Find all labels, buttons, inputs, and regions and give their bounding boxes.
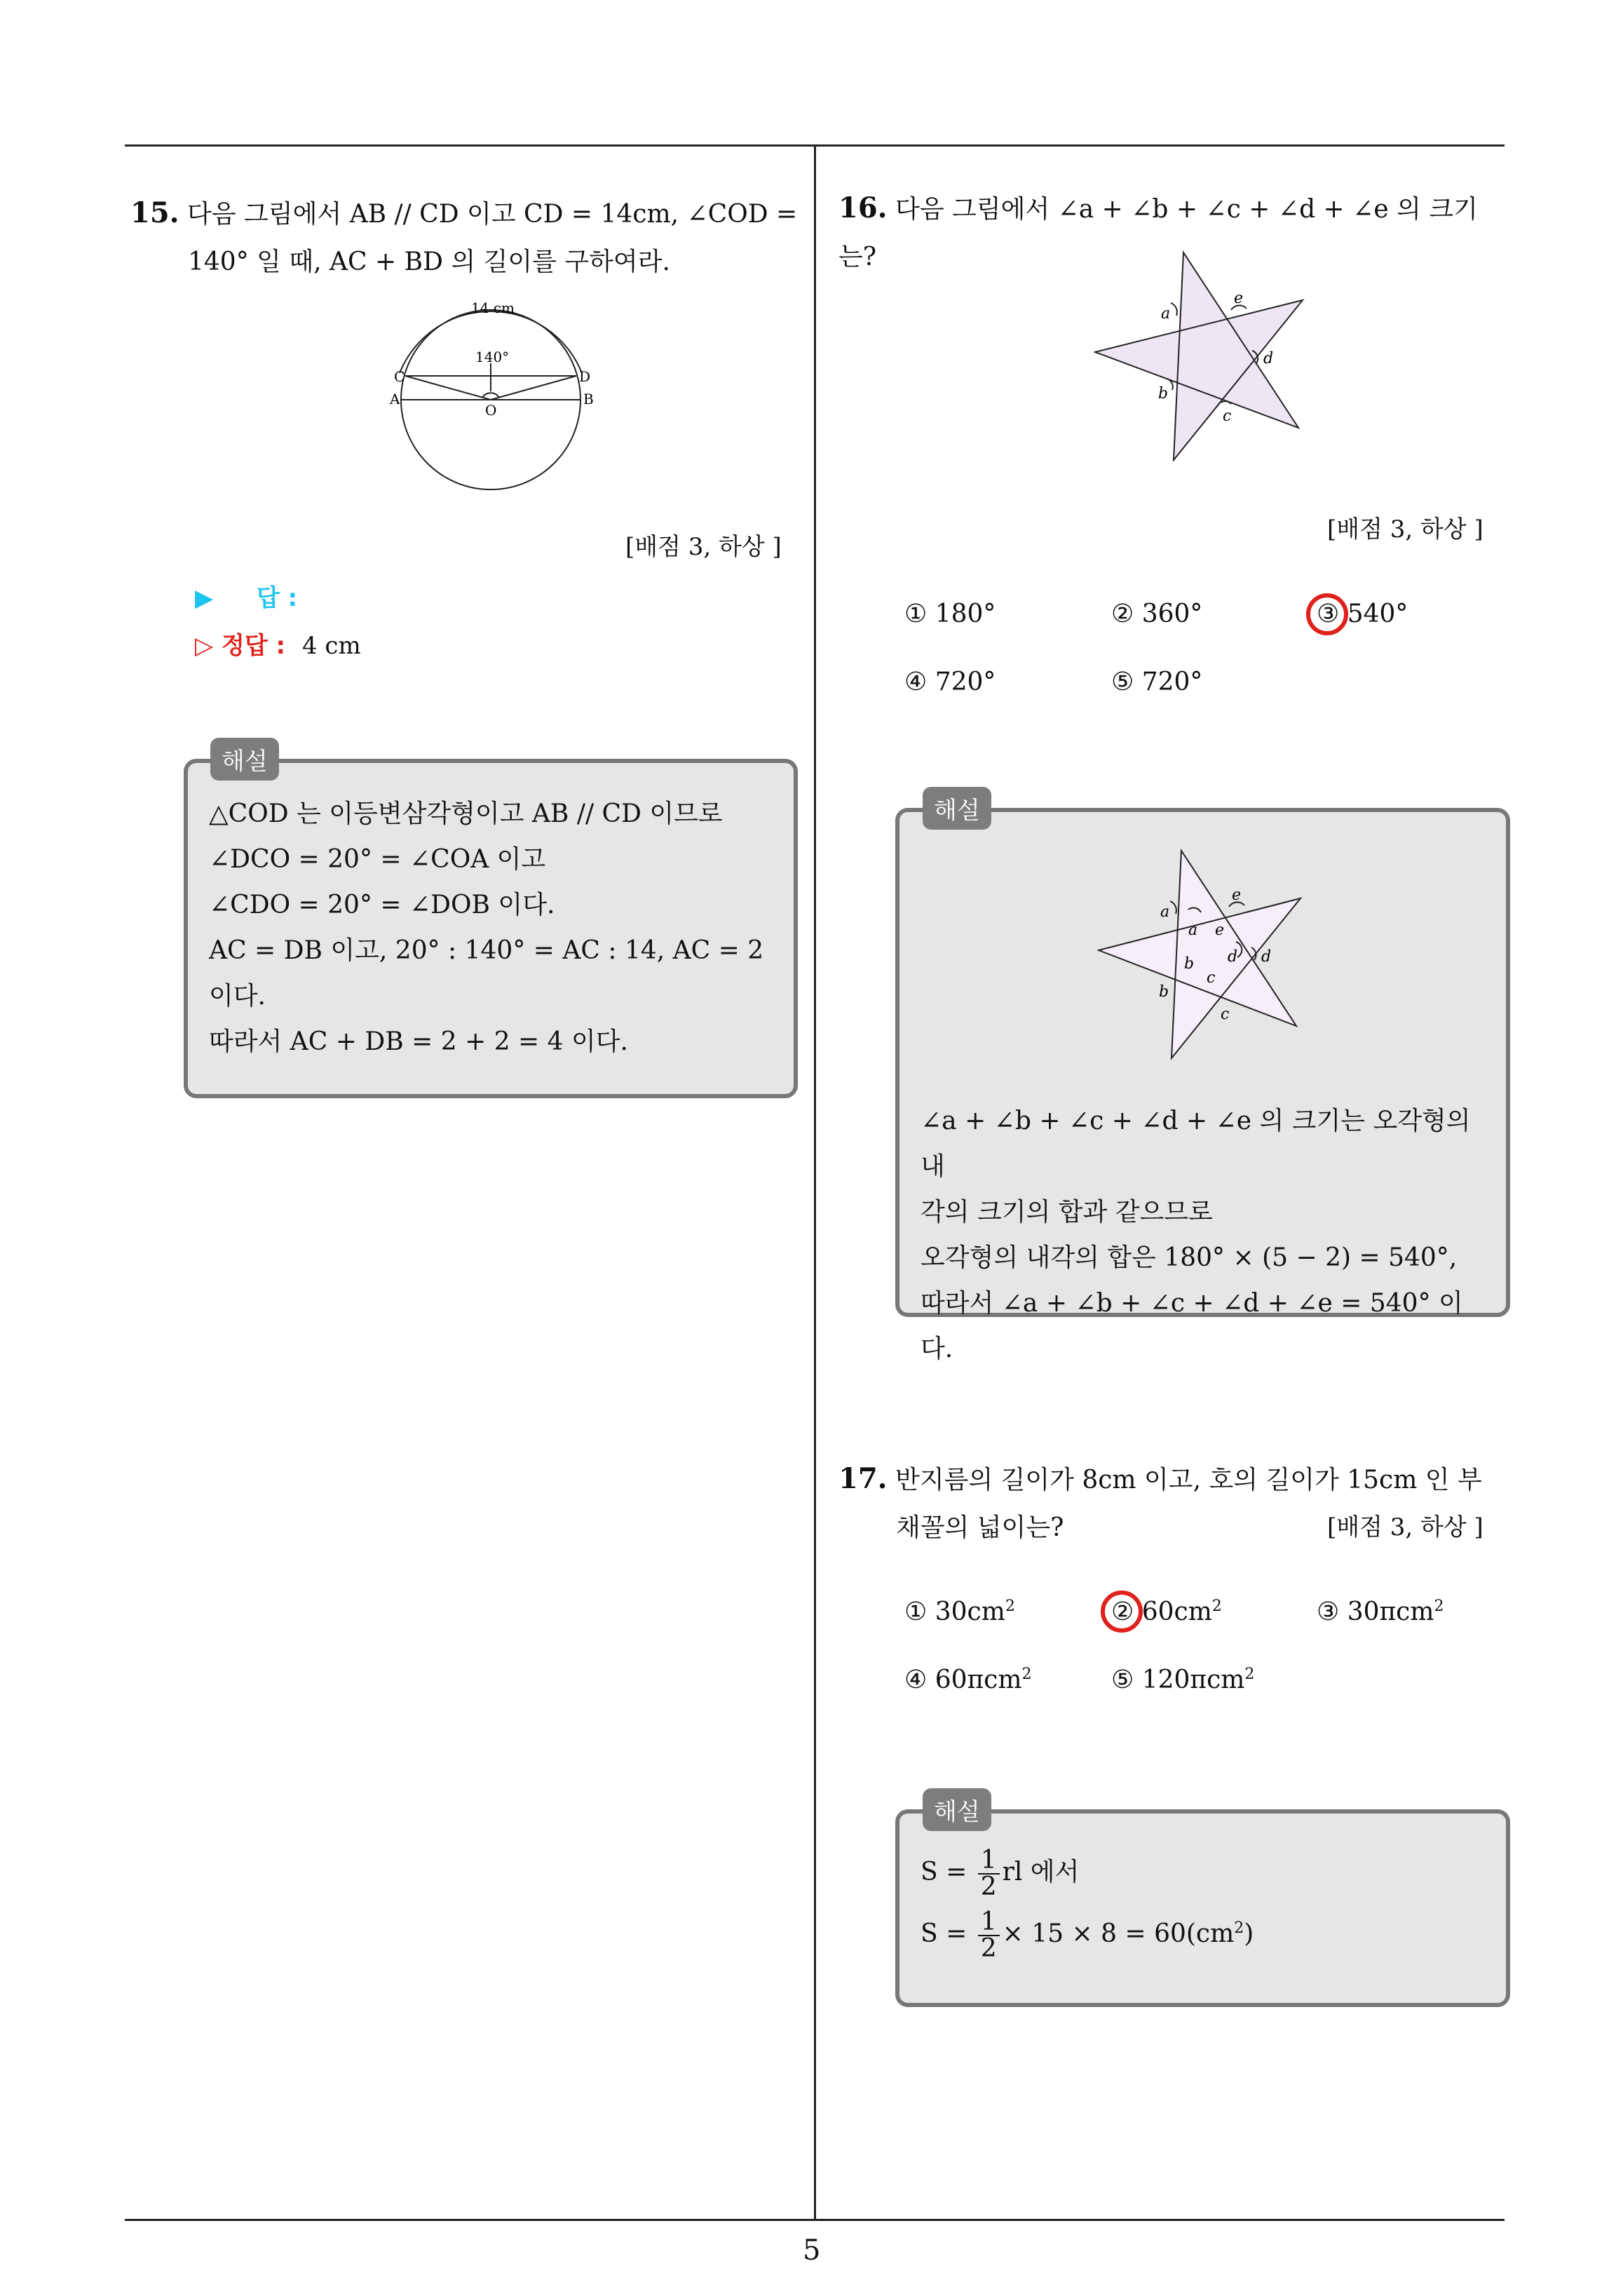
frac-num: 1 xyxy=(978,1910,1000,1936)
q15-exp-line: AC = DB 이고, 20° : 140° = AC : 14, AC = 2 xyxy=(209,936,764,965)
q16-choice-5[interactable]: ⑤ 720° xyxy=(1111,668,1203,696)
q16-exp-line: 따라서 ∠a + ∠b + ∠c + ∠d + ∠e = 540° 이다. xyxy=(921,1289,1463,1363)
q17-choice-3[interactable]: ③ 30πcm$^2$ xyxy=(1317,1598,1444,1626)
q16-selected-mark xyxy=(1306,593,1348,635)
q17-exp-fraction xyxy=(978,1848,1000,1900)
q15-point-o: O xyxy=(485,402,497,419)
frac-den: 2 xyxy=(980,1872,997,1901)
q16-choice-3[interactable]: ③ 540° xyxy=(1317,600,1408,628)
q17-grade: [배점 3, 하상 ] xyxy=(1327,1513,1483,1541)
q17-choice-5[interactable]: ⑤ 120πcm$^2$ xyxy=(1111,1666,1255,1694)
q15-correct-label: 정답 : xyxy=(222,632,286,660)
q17-choice-2[interactable]: ② $60cm^2$ xyxy=(1111,1598,1222,1626)
q17-explanation-tag: 해설 xyxy=(923,1788,991,1831)
q16-exp-label-e: e xyxy=(1232,886,1242,904)
q16-label-c: c xyxy=(1223,407,1232,425)
q16-label-a: a xyxy=(1161,305,1171,323)
q15-line1: 다음 그림에서 AB // CD 이고 CD = 14cm, ∠COD = xyxy=(187,200,798,229)
q16-exp-label-c: c xyxy=(1207,969,1216,987)
q16-exp-label-a2: a xyxy=(1188,921,1198,939)
q15-correct-value: 4 cm xyxy=(301,632,361,660)
q17-exp-fraction-2 xyxy=(978,1907,1000,1963)
q15-figure xyxy=(379,295,603,498)
q17-selected-mark xyxy=(1101,1591,1143,1633)
q16-explanation-tag: 해설 xyxy=(923,787,991,830)
q16-choice-1[interactable]: ① 180° xyxy=(904,600,996,628)
q16-exp-label-c2: c xyxy=(1221,1006,1230,1023)
q16-exp-label-b2: b xyxy=(1159,983,1169,1001)
q17-exp-rest: rl 에서 xyxy=(1002,1858,1080,1886)
q15-line2: 140° 일 때, AC + BD 의 길이를 구하여라. xyxy=(188,248,670,276)
q17-exp-line-1 xyxy=(921,1844,1495,1900)
column-divider xyxy=(814,144,816,2220)
q16-label-d: d xyxy=(1263,350,1274,367)
play-icon: ▶ xyxy=(195,584,214,612)
q17-exp-s2: S = xyxy=(921,1919,967,1948)
q16-exp-line: 오각형의 내각의 합은 180° × (5 − 2) = 540°, xyxy=(921,1243,1458,1272)
q17-choice-1-text: ① 30cm xyxy=(904,1598,1005,1626)
q17-choice-4-text: ④ 60πcm xyxy=(904,1666,1022,1694)
q16-grade: [배점 3, 하상 ] xyxy=(1327,515,1483,543)
q16-figure xyxy=(1094,245,1311,470)
q15-point-c: C xyxy=(394,368,405,385)
q15-question xyxy=(130,189,803,286)
q17-choice-5-text: ⑤ 120πcm xyxy=(1111,1666,1245,1694)
q15-arc-label: 14 cm xyxy=(471,299,515,316)
q15-point-d: D xyxy=(579,368,591,385)
q17-choice-1[interactable]: ① $30cm^2$ xyxy=(904,1598,1015,1626)
q16-exp-label-b: b xyxy=(1184,955,1195,973)
q15-grade: [배점 3, 하상 ] xyxy=(625,533,782,561)
q16-label-e: e xyxy=(1234,290,1244,307)
q15-exp-line: 이다. xyxy=(209,982,266,1011)
q17-line2: 채꼴의 넓이는? xyxy=(896,1513,1064,1542)
q15-exp-line: ∠CDO = 20° = ∠DOB 이다. xyxy=(209,891,555,919)
q16-exp-label-e2: e xyxy=(1215,921,1225,939)
q15-point-a: A xyxy=(390,391,400,407)
q17-line1: 반지름의 길이가 8cm 이고, 호의 길이가 15cm 인 부 xyxy=(895,1466,1482,1494)
q17-exp-s: S = xyxy=(921,1858,967,1886)
q16-explanation-text xyxy=(921,1098,1495,1372)
q17-explanation-text xyxy=(921,1844,1495,1962)
q15-number: 15. xyxy=(130,196,179,229)
q16-exp-label-a: a xyxy=(1160,903,1170,921)
q17-exp-line-2: S = $\frac{1}{2}$ × $15 \times 8 = 60(cm^2)$ xyxy=(921,1907,1254,1963)
q16-explanation-figure xyxy=(1097,845,1308,1069)
q15-explanation-tag: 해설 xyxy=(210,738,279,781)
q17-number: 17. xyxy=(838,1462,888,1495)
q15-angle-label: 140° xyxy=(475,349,510,365)
q15-point-b: B xyxy=(583,391,594,407)
outline-play-icon: ▷ xyxy=(195,632,214,660)
q17-choice-3-text: ③ 30πcm xyxy=(1317,1598,1434,1626)
frac-num: 1 xyxy=(978,1848,1000,1875)
page-number: 5 xyxy=(803,2234,821,2267)
q17-choice-4[interactable]: ④ 60πcm$^2$ xyxy=(904,1666,1032,1694)
q17-choice-2-text: ② 60cm xyxy=(1111,1598,1212,1626)
q15-exp-line: 따라서 AC + DB = 2 + 2 = 4 이다. xyxy=(209,1027,628,1056)
q16-label-b: b xyxy=(1158,385,1169,403)
q15-explanation-text xyxy=(209,791,784,1065)
q16-exp-label-d2: d xyxy=(1228,948,1238,966)
q16-choice-2[interactable]: ② 360° xyxy=(1111,600,1203,628)
q16-exp-label-d: d xyxy=(1261,948,1272,966)
q16-text: 다음 그림에서 ∠a + ∠b + ∠c + ∠d + ∠e 의 크기는? xyxy=(838,195,1478,271)
q15-correct-row xyxy=(195,626,361,661)
q17-exp-end: ) xyxy=(1244,1919,1254,1948)
frac-den: 2 xyxy=(980,1934,997,1963)
q15-answer-row xyxy=(195,579,297,613)
q16-choice-4[interactable]: ④ 720° xyxy=(904,668,996,696)
q15-exp-line: △COD 는 이등변삼각형이고 AB // CD 이므로 xyxy=(209,799,723,828)
bottom-rule xyxy=(125,2219,1505,2221)
q17-exp-rest-2: × 15 × 8 = 60(cm xyxy=(1002,1919,1235,1948)
q16-number: 16. xyxy=(838,191,888,224)
q16-exp-line: 각의 크기의 합과 같으므로 xyxy=(921,1198,1213,1227)
q15-answer-label: 답 : xyxy=(256,584,298,612)
q15-exp-line: ∠DCO = 20° = ∠COA 이고 xyxy=(209,845,546,874)
q16-exp-line: ∠a + ∠b + ∠c + ∠d + ∠e 의 크기는 오각형의 내 xyxy=(921,1107,1471,1181)
